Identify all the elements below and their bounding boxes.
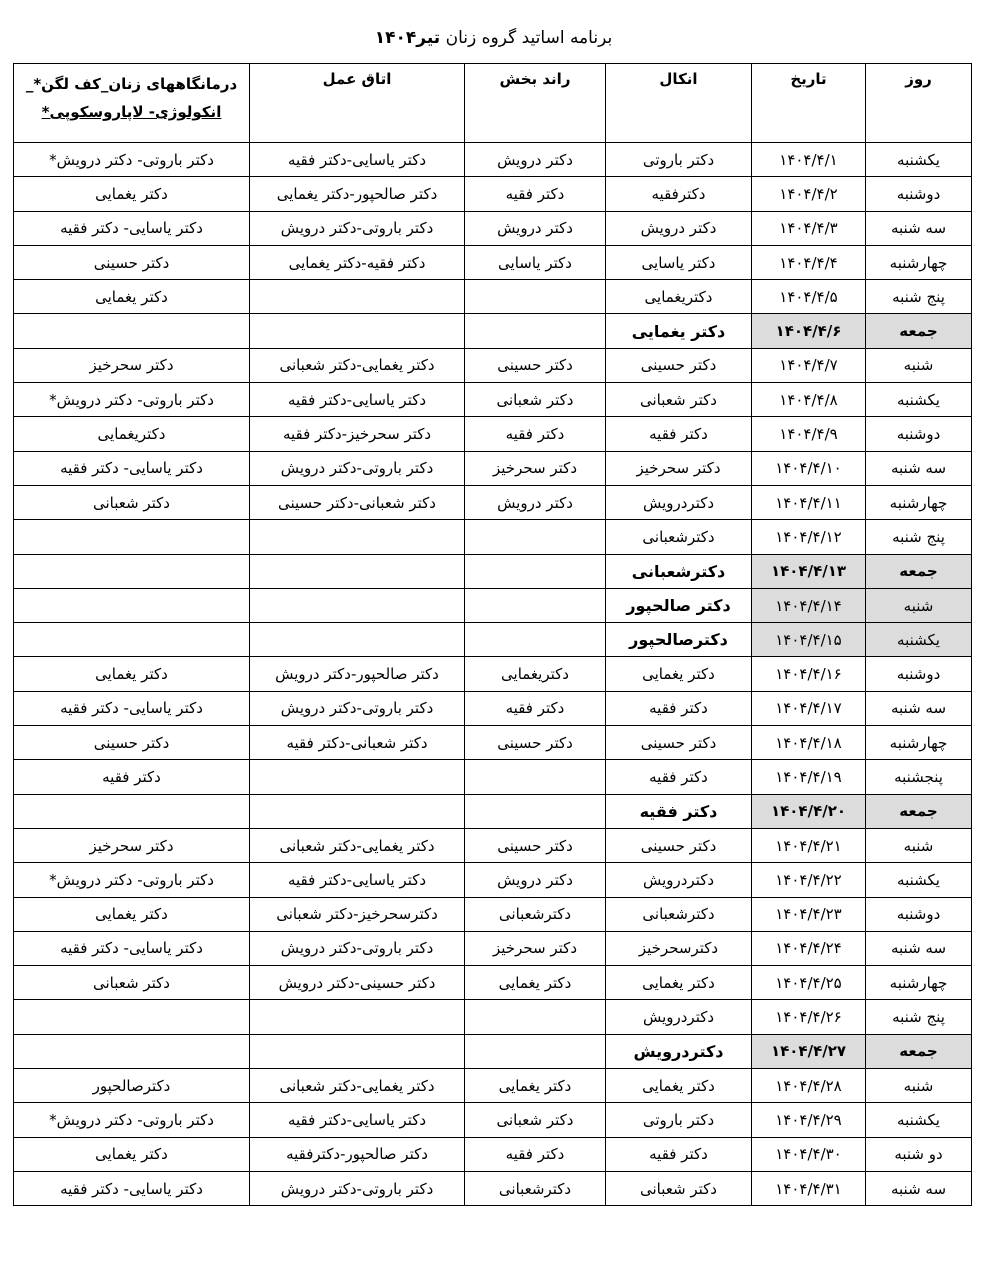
cell-day: دو شنبه [866, 1137, 972, 1171]
cell-day: پنج شنبه [866, 1000, 972, 1034]
cell-ankal: دکتر حسینی [606, 726, 752, 760]
cell-day: پنجشنبه [866, 760, 972, 794]
cell-date: ۱۴۰۴/۴/۴ [752, 245, 866, 279]
cell-ankal: دکتر یغمایی [606, 657, 752, 691]
cell-day: شنبه [866, 588, 972, 622]
table-row [14, 520, 972, 554]
cell-or [250, 588, 465, 622]
cell-clinic [14, 794, 250, 828]
cell-clinic: دکتر باروتی- دکتر درویش* [14, 863, 250, 897]
cell-round [465, 623, 606, 657]
table-row [14, 177, 972, 211]
table-row [14, 1103, 972, 1137]
cell-clinic [14, 1000, 250, 1034]
schedule-table [13, 63, 972, 1206]
cell-date: ۱۴۰۴/۴/۳ [752, 211, 866, 245]
cell-clinic: دکتر شعبانی [14, 485, 250, 519]
table-row [14, 1034, 972, 1068]
table-row [14, 211, 972, 245]
cell-ankal: دکتر یاسایی [606, 245, 752, 279]
cell-day: یکشنبه [866, 1103, 972, 1137]
table-row [14, 383, 972, 417]
cell-ankal: دکترشعبانی [606, 897, 752, 931]
header-clinic-line1: درمانگاههای زنان_کف لگن*_ [25, 75, 238, 93]
cell-day: دوشنبه [866, 417, 972, 451]
cell-date: ۱۴۰۴/۴/۱۴ [752, 588, 866, 622]
cell-or: دکتر شعبانی-دکتر حسینی [250, 485, 465, 519]
cell-or: دکتر صالحپور-دکتر یغمایی [250, 177, 465, 211]
cell-or [250, 1000, 465, 1034]
cell-or: دکتر سحرخیز-دکتر فقیه [250, 417, 465, 451]
cell-day: شنبه [866, 348, 972, 382]
cell-clinic: دکتر یاسایی- دکتر فقیه [14, 211, 250, 245]
cell-date: ۱۴۰۴/۴/۱۵ [752, 623, 866, 657]
cell-day: چهارشنبه [866, 726, 972, 760]
cell-ankal: دکتر صالحپور [606, 588, 752, 622]
cell-date: ۱۴۰۴/۴/۵ [752, 280, 866, 314]
cell-clinic: دکتر یاسایی- دکتر فقیه [14, 931, 250, 965]
cell-date: ۱۴۰۴/۴/۸ [752, 383, 866, 417]
cell-day: پنج شنبه [866, 520, 972, 554]
cell-day: دوشنبه [866, 897, 972, 931]
cell-clinic: دکتر فقیه [14, 760, 250, 794]
cell-day: دوشنبه [866, 657, 972, 691]
cell-date: ۱۴۰۴/۴/۶ [752, 314, 866, 348]
cell-date: ۱۴۰۴/۴/۲۰ [752, 794, 866, 828]
cell-clinic: دکتر یغمایی [14, 897, 250, 931]
cell-clinic [14, 520, 250, 554]
cell-or [250, 623, 465, 657]
cell-or: دکتر شعبانی-دکتر فقیه [250, 726, 465, 760]
table-row [14, 897, 972, 931]
cell-date: ۱۴۰۴/۴/۱۰ [752, 451, 866, 485]
table-row [14, 623, 972, 657]
cell-or [250, 520, 465, 554]
cell-ankal: دکتردرویش [606, 1034, 752, 1068]
cell-round: دکتر درویش [465, 211, 606, 245]
cell-round: دکتر درویش [465, 863, 606, 897]
cell-round: دکتر شعبانی [465, 383, 606, 417]
cell-ankal: دکترسحرخیز [606, 931, 752, 965]
cell-clinic [14, 1034, 250, 1068]
cell-day: یکشنبه [866, 143, 972, 177]
cell-clinic: دکتر یغمایی [14, 1137, 250, 1171]
table-row [14, 966, 972, 1000]
header-day: روز [866, 64, 972, 143]
cell-clinic [14, 314, 250, 348]
cell-round: دکترشعبانی [465, 897, 606, 931]
cell-day: جمعه [866, 1034, 972, 1068]
table-row [14, 554, 972, 588]
cell-day: جمعه [866, 314, 972, 348]
cell-clinic: دکتر یغمایی [14, 657, 250, 691]
table-row [14, 485, 972, 519]
cell-clinic: دکتر حسینی [14, 245, 250, 279]
cell-day: چهارشنبه [866, 245, 972, 279]
table-row [14, 691, 972, 725]
cell-ankal: دکتر درویش [606, 211, 752, 245]
cell-date: ۱۴۰۴/۴/۱۶ [752, 657, 866, 691]
cell-clinic: دکتر یاسایی- دکتر فقیه [14, 1171, 250, 1205]
cell-round [465, 1034, 606, 1068]
cell-date: ۱۴۰۴/۴/۲۸ [752, 1069, 866, 1103]
header-or: اتاق عمل [250, 64, 465, 143]
cell-ankal: دکتر فقیه [606, 1137, 752, 1171]
cell-clinic: دکتر یاسایی- دکتر فقیه [14, 451, 250, 485]
cell-ankal: دکتر باروتی [606, 1103, 752, 1137]
cell-round: دکتر فقیه [465, 1137, 606, 1171]
cell-clinic: دکتر سحرخیز [14, 828, 250, 862]
cell-day: چهارشنبه [866, 485, 972, 519]
cell-clinic: دکتر شعبانی [14, 966, 250, 1000]
cell-clinic [14, 554, 250, 588]
cell-round: دکتر حسینی [465, 726, 606, 760]
cell-or: دکتر یغمایی-دکتر شعبانی [250, 828, 465, 862]
table-row [14, 1000, 972, 1034]
cell-or: دکتر باروتی-دکتر درویش [250, 931, 465, 965]
cell-or: دکتر صالحپور-دکتر درویش [250, 657, 465, 691]
cell-or: دکتر باروتی-دکتر درویش [250, 451, 465, 485]
cell-round [465, 554, 606, 588]
cell-date: ۱۴۰۴/۴/۲۲ [752, 863, 866, 897]
cell-day: سه شنبه [866, 691, 972, 725]
cell-clinic: دکتر یاسایی- دکتر فقیه [14, 691, 250, 725]
cell-ankal: دکتر باروتی [606, 143, 752, 177]
cell-or: دکتر فقیه-دکتر یغمایی [250, 245, 465, 279]
cell-or: دکتر یاسایی-دکتر فقیه [250, 383, 465, 417]
cell-day: شنبه [866, 1069, 972, 1103]
cell-or [250, 280, 465, 314]
cell-day: شنبه [866, 828, 972, 862]
cell-date: ۱۴۰۴/۴/۱۳ [752, 554, 866, 588]
cell-or [250, 554, 465, 588]
cell-or: دکترسحرخیز-دکتر شعبانی [250, 897, 465, 931]
cell-clinic: دکتر باروتی- دکتر درویش* [14, 1103, 250, 1137]
cell-round: دکتر سحرخیز [465, 451, 606, 485]
cell-or: دکتر یغمایی-دکتر شعبانی [250, 1069, 465, 1103]
cell-day: سه شنبه [866, 211, 972, 245]
cell-date: ۱۴۰۴/۴/۲۴ [752, 931, 866, 965]
cell-day: سه شنبه [866, 451, 972, 485]
cell-or: دکتر باروتی-دکتر درویش [250, 691, 465, 725]
cell-date: ۱۴۰۴/۴/۱۱ [752, 485, 866, 519]
cell-round: دکتر حسینی [465, 348, 606, 382]
cell-or: دکتر یاسایی-دکتر فقیه [250, 1103, 465, 1137]
cell-date: ۱۴۰۴/۴/۲۶ [752, 1000, 866, 1034]
cell-round: دکتر یغمایی [465, 966, 606, 1000]
table-row [14, 280, 972, 314]
cell-or: دکتر یاسایی-دکتر فقیه [250, 143, 465, 177]
cell-ankal: دکتردرویش [606, 863, 752, 897]
cell-date: ۱۴۰۴/۴/۲۳ [752, 897, 866, 931]
cell-day: دوشنبه [866, 177, 972, 211]
cell-date: ۱۴۰۴/۴/۱۹ [752, 760, 866, 794]
cell-ankal: دکتر سحرخیز [606, 451, 752, 485]
cell-ankal: دکترشعبانی [606, 554, 752, 588]
cell-date: ۱۴۰۴/۴/۲ [752, 177, 866, 211]
table-row [14, 931, 972, 965]
cell-day: یکشنبه [866, 863, 972, 897]
cell-date: ۱۴۰۴/۴/۲۵ [752, 966, 866, 1000]
cell-or [250, 1034, 465, 1068]
cell-ankal: دکتریغمایی [606, 280, 752, 314]
cell-ankal: دکتر فقیه [606, 417, 752, 451]
cell-or: دکتر یاسایی-دکتر فقیه [250, 863, 465, 897]
header-clinic-line2: انکولوژی- لاپاروسکوپی* [41, 103, 222, 121]
cell-round: دکتر سحرخیز [465, 931, 606, 965]
cell-clinic: دکتر باروتی- دکتر درویش* [14, 383, 250, 417]
cell-or: دکتر باروتی-دکتر درویش [250, 1171, 465, 1205]
cell-date: ۱۴۰۴/۴/۷ [752, 348, 866, 382]
cell-day: سه شنبه [866, 931, 972, 965]
cell-ankal: دکتردرویش [606, 1000, 752, 1034]
cell-day: جمعه [866, 554, 972, 588]
cell-round: دکتر فقیه [465, 177, 606, 211]
cell-round: دکتر یاسایی [465, 245, 606, 279]
cell-day: پنج شنبه [866, 280, 972, 314]
cell-round: دکتریغمایی [465, 657, 606, 691]
table-row [14, 1137, 972, 1171]
cell-round [465, 588, 606, 622]
page-title [0, 28, 987, 48]
cell-ankal: دکتر حسینی [606, 828, 752, 862]
table-row [14, 451, 972, 485]
cell-or [250, 314, 465, 348]
cell-round [465, 794, 606, 828]
cell-clinic [14, 623, 250, 657]
cell-clinic: دکتر باروتی- دکتر درویش* [14, 143, 250, 177]
cell-or [250, 760, 465, 794]
cell-date: ۱۴۰۴/۴/۱ [752, 143, 866, 177]
cell-or: دکتر حسینی-دکتر درویش [250, 966, 465, 1000]
cell-ankal: دکتر فقیه [606, 794, 752, 828]
cell-ankal: دکتر شعبانی [606, 1171, 752, 1205]
cell-date: ۱۴۰۴/۴/۱۷ [752, 691, 866, 725]
header-clinic [14, 64, 250, 143]
cell-or: دکتر یغمایی-دکتر شعبانی [250, 348, 465, 382]
cell-round: دکترشعبانی [465, 1171, 606, 1205]
cell-date: ۱۴۰۴/۴/۲۷ [752, 1034, 866, 1068]
cell-round [465, 1000, 606, 1034]
table-row [14, 657, 972, 691]
cell-or [250, 794, 465, 828]
cell-date: ۱۴۰۴/۴/۹ [752, 417, 866, 451]
cell-round: دکتر فقیه [465, 691, 606, 725]
cell-ankal: دکتردرویش [606, 485, 752, 519]
cell-round: دکتر درویش [465, 485, 606, 519]
header-ankal: انکال [606, 64, 752, 143]
table-row [14, 863, 972, 897]
table-row [14, 143, 972, 177]
cell-date: ۱۴۰۴/۴/۳۱ [752, 1171, 866, 1205]
table-row [14, 1171, 972, 1205]
cell-clinic: دکترصالحپور [14, 1069, 250, 1103]
table-row [14, 348, 972, 382]
cell-day: چهارشنبه [866, 966, 972, 1000]
cell-day: جمعه [866, 794, 972, 828]
header-round: راند بخش [465, 64, 606, 143]
cell-date: ۱۴۰۴/۴/۲۱ [752, 828, 866, 862]
header-date: تاریخ [752, 64, 866, 143]
title-month: تیر [416, 28, 441, 48]
cell-ankal: دکتر فقیه [606, 691, 752, 725]
table-row [14, 726, 972, 760]
table-row [14, 417, 972, 451]
cell-clinic: دکتریغمایی [14, 417, 250, 451]
table-row [14, 794, 972, 828]
table-row [14, 314, 972, 348]
cell-round: دکتر حسینی [465, 828, 606, 862]
cell-round: دکتر یغمایی [465, 1069, 606, 1103]
cell-ankal: دکترصالحپور [606, 623, 752, 657]
cell-day: سه شنبه [866, 1171, 972, 1205]
table-row [14, 588, 972, 622]
cell-ankal: دکترفقیه [606, 177, 752, 211]
cell-clinic [14, 588, 250, 622]
cell-or: دکتر باروتی-دکتر درویش [250, 211, 465, 245]
table-row [14, 245, 972, 279]
cell-round [465, 760, 606, 794]
cell-clinic: دکتر سحرخیز [14, 348, 250, 382]
cell-ankal: دکتر فقیه [606, 760, 752, 794]
cell-day: یکشنبه [866, 623, 972, 657]
cell-round [465, 520, 606, 554]
title-year: ۱۴۰۴ [374, 28, 417, 48]
cell-clinic: دکتر یغمایی [14, 177, 250, 211]
cell-clinic: دکتر یغمایی [14, 280, 250, 314]
title-prefix: برنامه اساتید گروه زنان [445, 28, 613, 48]
cell-date: ۱۴۰۴/۴/۱۸ [752, 726, 866, 760]
header-row [14, 64, 972, 143]
cell-or: دکتر صالحپور-دکترفقیه [250, 1137, 465, 1171]
cell-ankal: دکتر یغمایی [606, 966, 752, 1000]
table-row [14, 828, 972, 862]
table-row [14, 1069, 972, 1103]
cell-round [465, 280, 606, 314]
cell-round [465, 314, 606, 348]
cell-round: دکتر درویش [465, 143, 606, 177]
cell-ankal: دکتر یغمایی [606, 314, 752, 348]
table-row [14, 760, 972, 794]
cell-round: دکتر فقیه [465, 417, 606, 451]
cell-date: ۱۴۰۴/۴/۲۹ [752, 1103, 866, 1137]
cell-ankal: دکترشعبانی [606, 520, 752, 554]
cell-ankal: دکتر حسینی [606, 348, 752, 382]
cell-clinic: دکتر حسینی [14, 726, 250, 760]
cell-date: ۱۴۰۴/۴/۱۲ [752, 520, 866, 554]
cell-date: ۱۴۰۴/۴/۳۰ [752, 1137, 866, 1171]
cell-ankal: دکتر یغمایی [606, 1069, 752, 1103]
cell-round: دکتر شعبانی [465, 1103, 606, 1137]
cell-day: یکشنبه [866, 383, 972, 417]
cell-ankal: دکتر شعبانی [606, 383, 752, 417]
